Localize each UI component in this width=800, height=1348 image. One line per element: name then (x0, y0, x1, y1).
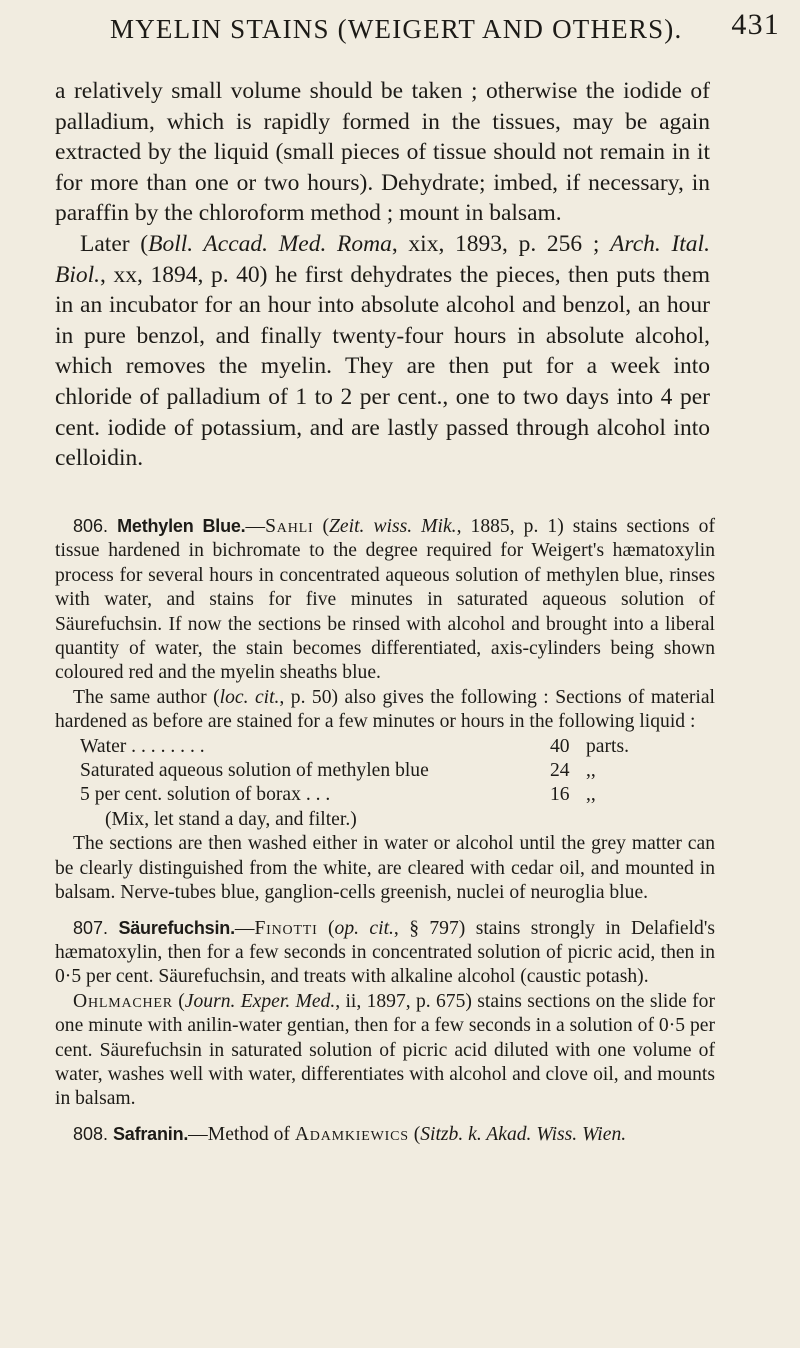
recipe-note: (Mix, let stand a day, and filter.) (105, 808, 357, 830)
paragraph-continued: a relatively small volume should be taken ; otherwise the iodide of palladium, which is rapidly formed in the tissues, may be again extracted by the liquid (small pieces of tissue should not remain in it for more than one or two hours). Dehydrate; imbed, if necessary, in paraffin by the chloroform method ; mount in balsam. (55, 78, 710, 227)
running-title: MYELIN STAINS (WEIGERT AND OTHERS). (110, 14, 683, 44)
author-name: Finotti (254, 917, 318, 939)
citation: Arch. Ital. Biol. (55, 230, 710, 288)
recipe-row: 5 per cent. solution of borax . . . 16 ,, (80, 784, 596, 806)
page-number: 431 (731, 8, 780, 41)
citation: Journ. Exper. Med. (184, 990, 336, 1012)
section-number: 806. (73, 516, 109, 536)
citation: Boll. Accad. Med. Roma (148, 230, 392, 257)
small-type-text (55, 514, 715, 1147)
section-title: Safranin. (112, 1123, 189, 1144)
page-header (110, 4, 780, 54)
section-number: 807. (73, 917, 109, 938)
section-808: 808. Safranin.—Method of Adamkiewics (Sitzb. k. Akad. Wiss. Wien. (73, 1123, 627, 1145)
author-name: Sahli (265, 516, 314, 537)
section-title: Methylen Blue. (117, 516, 246, 536)
section-806-paragraph-3: The sections are then washed either in water or alcohol until the grey matter can be clearly distinguished from the white, are cleared with cedar oil, and mounted in balsam. Nerve-tubes blue, ganglion-cells greenish, nuclei of neuroglia blue. (55, 833, 715, 904)
large-type-text (55, 76, 710, 474)
author-name: Ohlmacher (73, 990, 173, 1012)
recipe-row: Saturated aqueous solution of methylen blue 24 ,, (80, 760, 596, 782)
citation: loc. cit. (219, 686, 280, 708)
section-806-paragraph-2: The same author (loc. cit., p. 50) also gives the following : Sections of material hardened as before are stained for a few minutes or hours in the following liquid : (55, 686, 716, 733)
section-806: 806. Methylen Blue.—Sahli (Zeit. wiss. Mik., 1885, p. 1) stains sections of tissue hardened in bichromate to the degree required for Weigert's hæmatoxylin process for several hours in concentrated aqueous solution of methylen blue, rinses with water, and stains for five minutes in saturated aqueous solution of Säurefuchsin. If now the sections be rinsed with alcohol and brought into a liberal quantity of water, the stain becomes differentiated, axis-cylinders being shown coloured red and the myelin sheaths blue. (55, 516, 715, 684)
citation: Zeit. wiss. Mik. (329, 516, 457, 537)
section-807: 807. Säurefuchsin.—Finotti (op. cit., § 797) stains strongly in Delafield's hæmatoxylin, then for a few seconds in concentrated solution of picric acid, then in 0·5 per cent. Säurefuchsin, and treats with alkaline alcohol (caustic potash). (55, 917, 715, 988)
citation: Sitzb. k. Akad. Wiss. Wien. (420, 1123, 627, 1145)
section-title: Säurefuchsin. (118, 917, 235, 938)
recipe-table (80, 735, 715, 833)
section-807-paragraph-2: Ohlmacher (Journ. Exper. Med., ii, 1897, p. 675) stains sections on the slide for one minute with anilin-water gentian, then for a few seconds in a solution of 0·5 per cent. Säurefuchsin in saturated solution of picric acid diluted with one volume of water, washes well with water, differentiates with alcohol and clove oil, and mounts in balsam. (55, 990, 715, 1110)
section-number: 808. (73, 1123, 109, 1144)
recipe-row: Water . . . . . . . . 40 parts. (80, 735, 629, 757)
author-name: Adamkiewics (294, 1123, 409, 1145)
citation: op. cit. (334, 917, 394, 939)
paragraph-later-method: Later (Boll. Accad. Med. Roma, xix, 1893, p. 256 ; Arch. Ital. Biol., xx, 1894, p. 40) he first dehydrates the pieces, then puts them in an incubator for an hour into absolute alcohol and benzol, an hour in pure benzol, and finally twenty-four hours in absolute alcohol, which removes the myelin. They are then put for a week into chloride of palladium of 1 to 2 per cent., one to two days into 4 per cent. iodide of potassium, and are lastly passed through alcohol into celloidin. (55, 230, 710, 472)
